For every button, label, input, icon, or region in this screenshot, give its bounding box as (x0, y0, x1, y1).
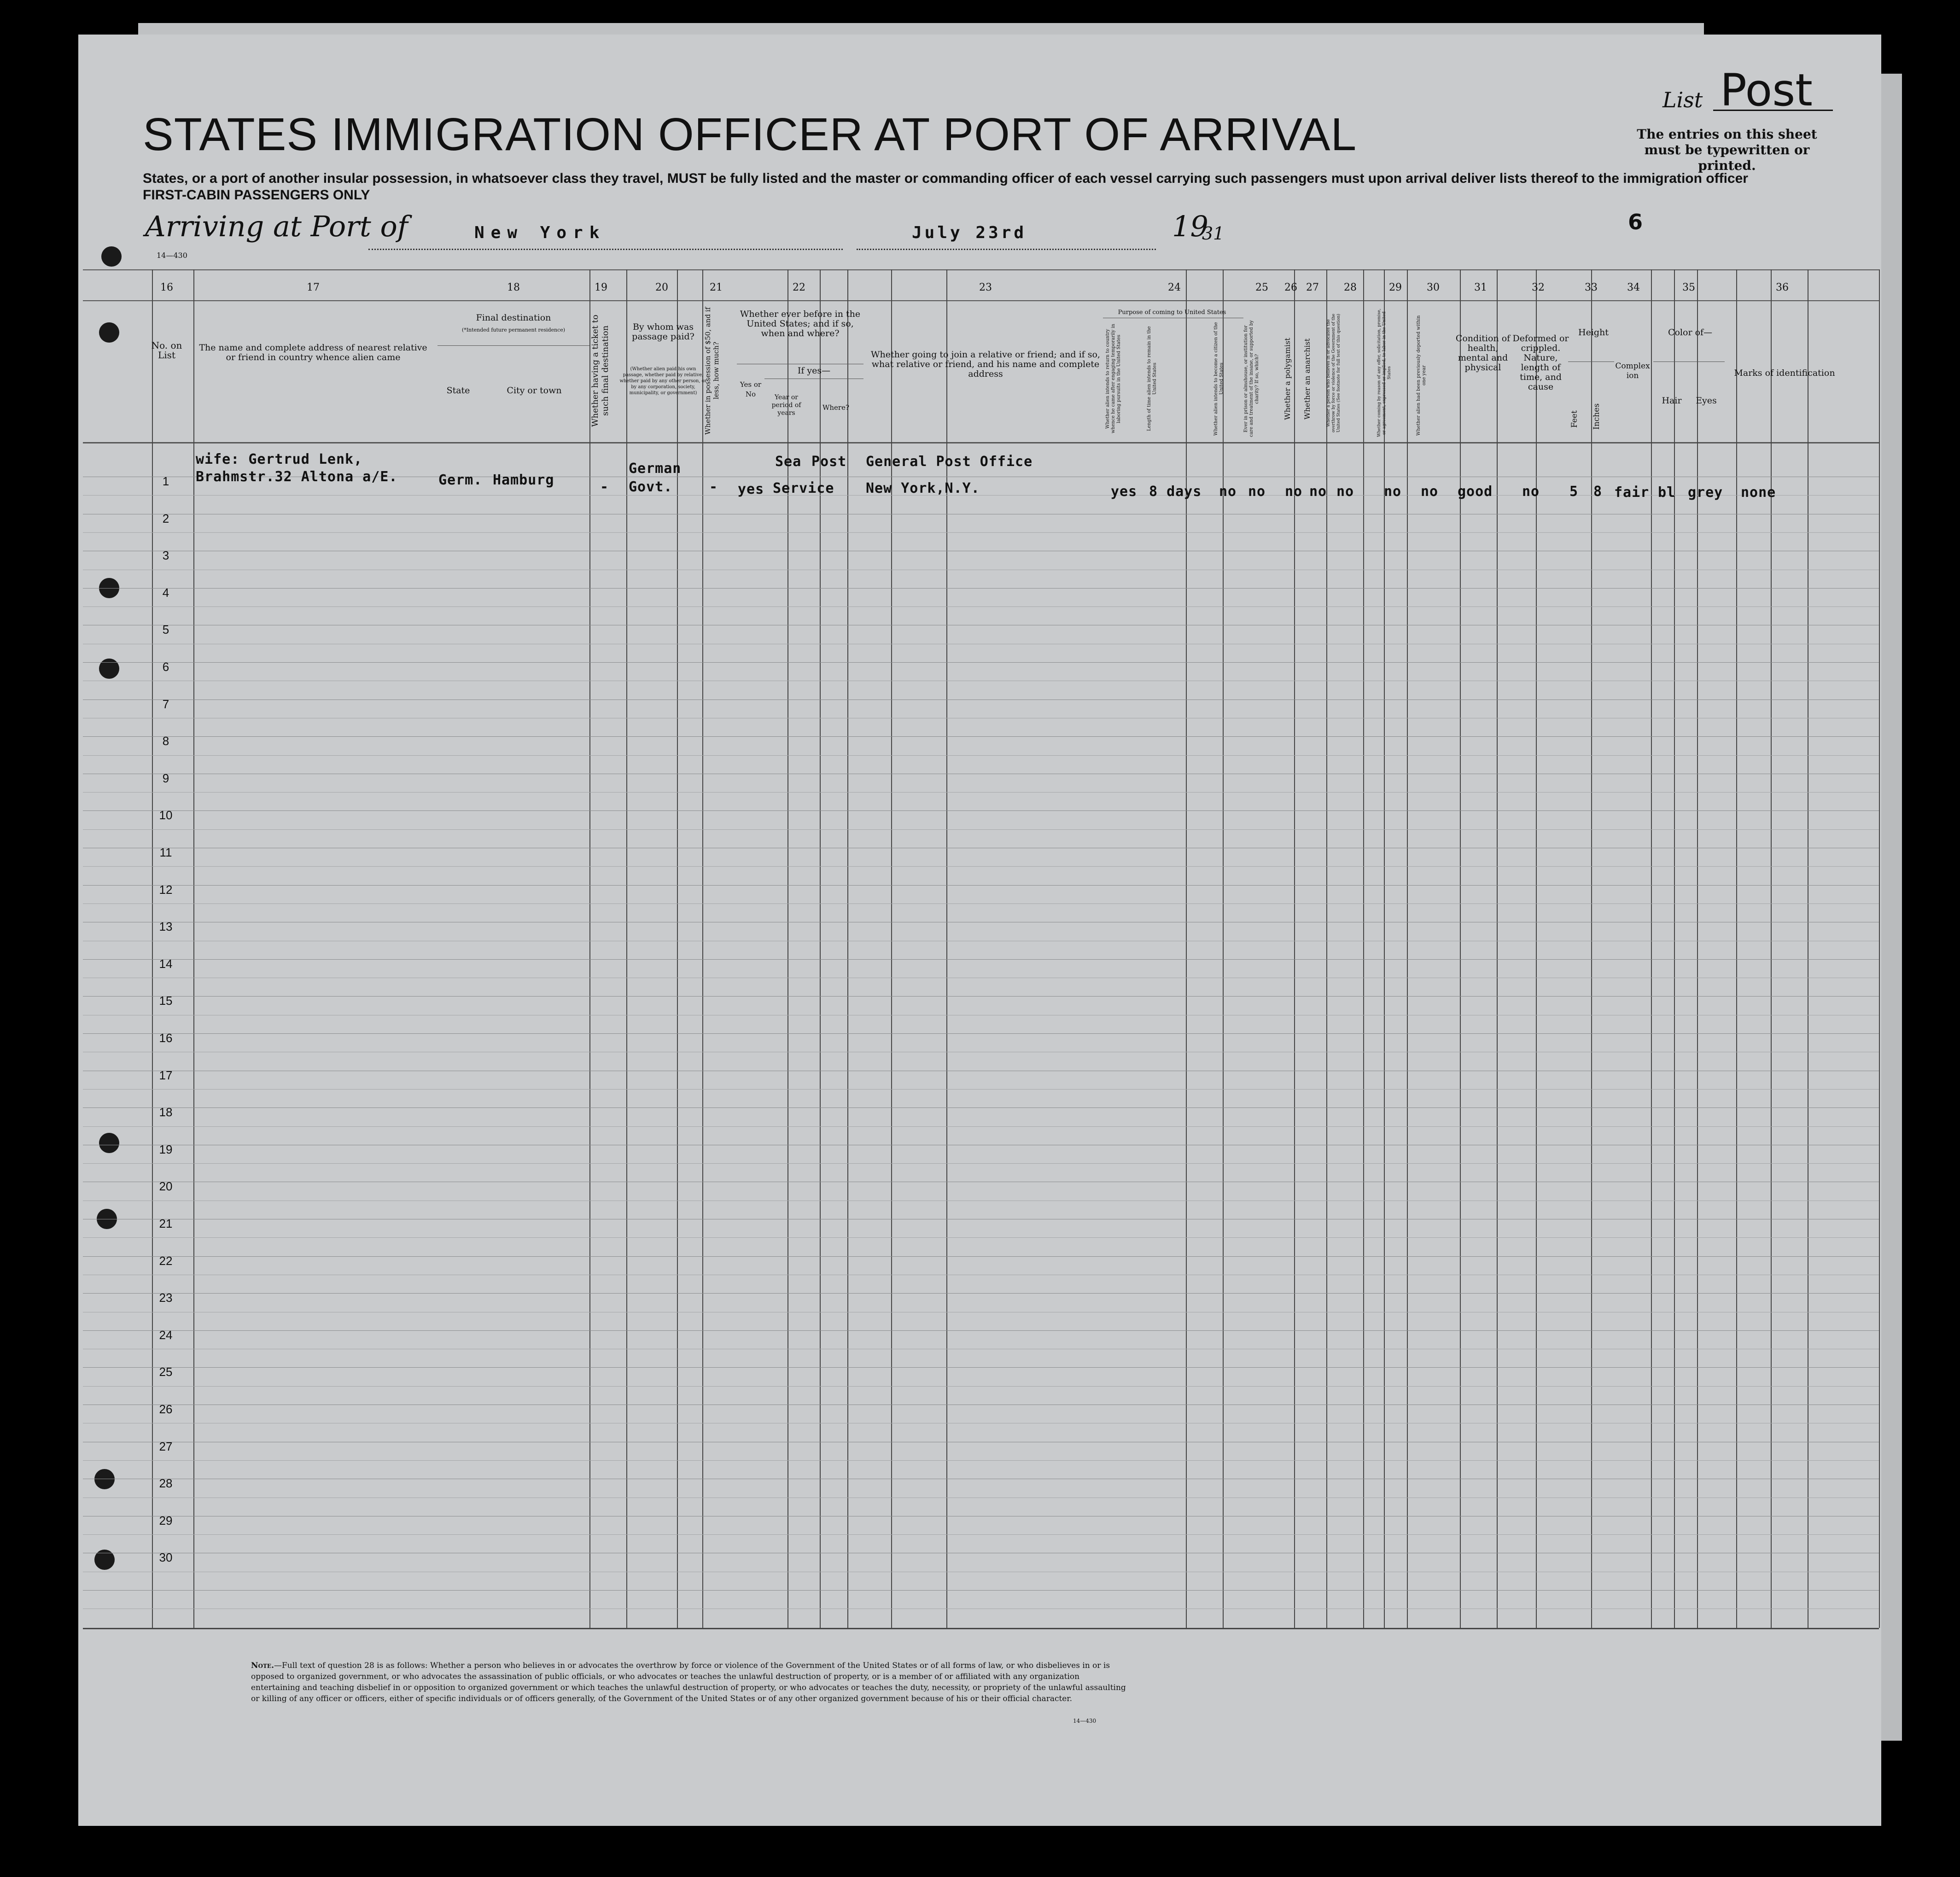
footnote-label: Note. (251, 1661, 274, 1670)
column-rule (1326, 269, 1327, 1628)
column-number: 25 (1255, 282, 1268, 293)
column-rule (1674, 269, 1675, 1628)
column-rule (702, 269, 703, 1628)
column-rule (589, 269, 590, 1628)
col31-header: Condition of health, mental and physical (1455, 333, 1511, 373)
row-rule (83, 736, 1879, 737)
complexion-value: fair (1614, 484, 1650, 501)
row-number: 14 (159, 956, 173, 971)
column-rule (847, 269, 848, 1628)
q29-value: no (1384, 484, 1402, 500)
col25-header: Ever in prison or almshouse, or institution for care and treatment of the insane, or supported by charity? If so, which? (1243, 320, 1260, 437)
column-rule (1736, 269, 1737, 1628)
col35-eyes: Eyes (1696, 396, 1717, 406)
col18-city: City or town (507, 385, 562, 396)
col24c-header: Whether alien intends to become a citizen of the United States (1213, 322, 1224, 436)
column-rule (1497, 269, 1498, 1628)
col26-header: Whether a polygamist (1283, 338, 1292, 420)
column-rule (1460, 269, 1461, 1628)
date-value: July 23rd (912, 223, 1027, 242)
row-number: 18 (159, 1105, 173, 1119)
footnote-form-number: 14—430 (1073, 1718, 1097, 1724)
column-number: 20 (655, 282, 668, 293)
row-subrule (83, 1386, 1879, 1387)
column-rule (891, 269, 892, 1628)
col36-header: Marks of identification (1734, 368, 1835, 378)
column-rule (193, 269, 194, 1628)
col18-subtitle: (*Intended future permanent residence) (461, 327, 566, 333)
row-subrule (83, 606, 1879, 607)
row-subrule (83, 1163, 1879, 1164)
col33-title: Height (1578, 327, 1609, 338)
punch-hole-icon (101, 246, 122, 267)
row-number: 22 (159, 1253, 173, 1268)
column-number: 32 (1532, 282, 1545, 293)
row-rule (83, 996, 1879, 997)
q28-value: no (1336, 484, 1354, 500)
row-rule (83, 959, 1879, 960)
row-number: 29 (159, 1513, 173, 1527)
join-line1: General Post Office (866, 454, 1033, 470)
row-number: 27 (159, 1439, 173, 1453)
row-subrule (83, 1460, 1879, 1461)
column-rule (626, 269, 627, 1628)
date-dotted-line (857, 249, 1156, 250)
length-of-stay: 8 days (1149, 484, 1202, 500)
row-number: 6 (162, 660, 169, 674)
col18-title: Final destination (476, 313, 551, 323)
column-rule (1384, 269, 1385, 1628)
column-number: 30 (1427, 282, 1440, 293)
row-subrule (83, 792, 1879, 793)
row-rule (83, 1367, 1879, 1368)
column-number: 34 (1627, 282, 1640, 293)
column-rule (946, 269, 947, 1628)
column-number: 21 (710, 282, 723, 293)
row-number: 15 (159, 994, 173, 1008)
hair-value: bl (1658, 484, 1676, 501)
row-number: 10 (159, 808, 173, 822)
row-number: 26 (159, 1402, 173, 1416)
row-rule (83, 810, 1879, 811)
row-number: 11 (159, 845, 172, 859)
destination-city: Hamburg (493, 472, 554, 488)
row-subrule (83, 866, 1879, 867)
before-year-line1: Sea (775, 454, 802, 470)
col24a-header: Whether alien intends to return to country whence he came after engaging temporarily in laboring pursuits in the United States (1105, 324, 1121, 434)
first-cabin-label: FIRST-CABIN PASSENGERS ONLY (143, 187, 370, 203)
year-prefix: 19 (1172, 210, 1208, 243)
grid-bottom-rule (83, 1628, 1879, 1629)
port-dotted-line (368, 249, 843, 250)
col27-header: Whether an anarchist (1303, 338, 1312, 420)
row-rule (83, 1033, 1879, 1034)
col33-inches: Inches (1592, 403, 1601, 430)
column-number: 28 (1344, 282, 1357, 293)
column-number: 29 (1389, 282, 1402, 293)
column-number: 26 (1284, 282, 1297, 293)
form-number: 14—430 (157, 251, 187, 260)
year-suffix: 31 (1202, 223, 1225, 244)
column-number: 36 (1776, 282, 1789, 293)
paid-by-line1: German (629, 461, 682, 477)
height-inches: 8 (1593, 484, 1603, 500)
destination-state: Germ. (438, 472, 483, 488)
citizen-value: no (1219, 484, 1237, 500)
column-rule (820, 269, 821, 1628)
col32-header: Deformed or crippled. Nature, length of time, and cause (1512, 333, 1569, 392)
row-subrule (83, 755, 1879, 756)
col35-title: Color of— (1668, 327, 1713, 338)
list-label: List (1662, 87, 1703, 112)
column-rule (1536, 269, 1537, 1628)
anarchist-value: no (1309, 484, 1327, 500)
column-rule (1651, 269, 1652, 1628)
row-subrule (83, 1237, 1879, 1238)
column-number: 27 (1306, 282, 1319, 293)
return-intent: yes (1111, 484, 1138, 500)
column-number: 17 (307, 282, 320, 293)
relative-line2: Brahmstr.32 Altona a/E. (196, 469, 398, 485)
row-rule (83, 1330, 1879, 1331)
row-number: 17 (159, 1068, 173, 1082)
col22-where: Where? (822, 403, 850, 412)
row-number: 28 (159, 1476, 173, 1491)
row-subrule (83, 1534, 1879, 1535)
row-subrule (83, 1089, 1879, 1090)
row-number: 13 (159, 920, 173, 934)
row-rule (83, 1256, 1879, 1257)
col33-feet: Feet (1570, 410, 1579, 428)
join-line2: New York,N.Y. (866, 480, 980, 496)
col34-header: Complexion (1615, 361, 1650, 380)
eyes-value: grey (1688, 484, 1723, 501)
col35-hair: Hair (1662, 396, 1682, 406)
relative-line1: wife: Gertrud Lenk, (196, 451, 363, 467)
subheader-rule (1568, 361, 1614, 362)
col28-header: Whether a person who believes in or advocates the overthrow by force or violence of the Government of the United States (See footnote for full text of this question) (1326, 314, 1341, 432)
column-number: 19 (595, 282, 607, 293)
money-value: - (709, 479, 718, 495)
form-instructions (143, 170, 1748, 204)
column-number: 24 (1168, 282, 1181, 293)
column-rule (152, 269, 153, 1628)
marks-value: none (1741, 484, 1776, 501)
col20-subtitle: (Whether alien paid his own passage, whether paid by relative, whether paid by any other person, or by any corporation, society, municipality, or government) (619, 367, 707, 396)
row-subrule (83, 1126, 1879, 1127)
row-rule (83, 588, 1879, 589)
row-number: 30 (159, 1551, 173, 1565)
row-number: 8 (162, 734, 169, 748)
column-number: 23 (979, 282, 992, 293)
row-number: 12 (159, 882, 173, 897)
before-where: Post (811, 454, 847, 470)
row-number: 2 (162, 511, 169, 525)
col21-header: Whether in possession of $50, and if less, how much? (704, 307, 720, 435)
typewritten-note: The entries on this sheet must be typewritten or printed. (1637, 127, 1817, 173)
before-yes-no: yes (738, 481, 764, 497)
col24-title: Purpose of coming to United States (1118, 309, 1226, 316)
col19-header: Whether having a ticket to such final destination (590, 315, 610, 427)
ticket-value: - (600, 479, 609, 495)
footnote-text: —Full text of question 28 is as follows: Whether a person who believes in or advocates the overthrow by force or violence of the Government of the United States or of all forms of law, or who disbelieves in or is opposed to organized government, or who advocates the assassination of public officials, or who advocates or teaches the unlawful destruction of property, or is a member of or affiliated with any organization entertaining and teaching disbelief in or opposition to organized government or which teaches the unlawful destruction of property, or who advocates or teaches the duty, necessity, or propriety of the unlawful assaulting or killing of any officer or officers, either of specific individuals or of officers generally, of the Government of the United States or of any other organized government because of his or their official character. (251, 1661, 1126, 1703)
column-rule (1879, 269, 1880, 1628)
row-number: 25 (159, 1365, 173, 1379)
row-number: 3 (162, 548, 169, 563)
column-number: 31 (1474, 282, 1487, 293)
row-number: 7 (162, 697, 169, 711)
row-number: 19 (159, 1142, 173, 1156)
row-number: 4 (162, 585, 169, 600)
col23-header: Whether going to join a relative or friend; and if so, what relative or friend, and his name and complete address (871, 350, 1100, 379)
col22-year: Year or period of years (771, 394, 801, 417)
col30-header: Whether alien had been previously deported within one year (1416, 315, 1427, 436)
column-rule (1407, 269, 1408, 1628)
list-value: Post (1720, 64, 1813, 116)
deformed-value: no (1522, 484, 1540, 500)
deported-value: no (1421, 484, 1439, 500)
column-rule (1223, 269, 1224, 1628)
column-number: 16 (160, 282, 173, 293)
row-subrule (83, 532, 1879, 533)
form-title: STATES IMMIGRATION OFFICER AT PORT OF ARRIVAL (143, 109, 1357, 160)
instructions-line: States, or a port of another insular possession, in whatsoever class they travel, MUST be fully listed and the master or commanding officer of each vessel carrying such passengers must upon arrival deliver lists thereof to the immigration officer (143, 171, 1748, 186)
row-subrule (83, 829, 1879, 830)
col18-state: State (446, 385, 470, 396)
column-number: 18 (507, 282, 520, 293)
row-number: 20 (159, 1179, 173, 1194)
col22-ifyes: If yes— (797, 366, 831, 376)
sheet-number: 6 (1628, 210, 1643, 234)
column-number: 33 (1585, 282, 1598, 293)
health-value: good (1458, 484, 1493, 500)
col22-yesno: Yes or No (740, 380, 762, 398)
polygamist-value: no (1285, 484, 1303, 500)
col22-title: Whether ever before in the United States; and if so, when and where? (740, 309, 861, 338)
row-number: 24 (159, 1328, 173, 1342)
footnote (251, 1660, 1126, 1704)
arriving-label: Arriving at Port of (145, 210, 408, 243)
column-rule (1186, 269, 1187, 1628)
row-rule (83, 662, 1879, 663)
row-rule (83, 1590, 1879, 1591)
col20-title: By whom was passage paid? (632, 322, 694, 342)
paid-by-line2: Govt. (629, 479, 673, 495)
column-number: 22 (793, 282, 805, 293)
subheader-rule (1653, 361, 1725, 362)
before-year-line2: Service (773, 480, 834, 496)
row-number: 23 (159, 1291, 173, 1305)
row-number: 16 (159, 1031, 173, 1045)
col24b-header: Length of time alien intends to remain in the United States (1147, 326, 1157, 431)
row-rule (83, 885, 1879, 886)
column-rule (1591, 269, 1592, 1628)
subheader-rule (438, 345, 589, 346)
row-number: 1 (162, 474, 169, 488)
column-rule (1294, 269, 1295, 1628)
port-value: New York (474, 223, 606, 242)
column-rule (1771, 269, 1772, 1628)
row-rule (83, 1293, 1879, 1294)
column-rule (1697, 269, 1698, 1628)
column-rule (1363, 269, 1364, 1628)
col16-header: No. on List (151, 340, 182, 361)
column-number: 35 (1682, 282, 1695, 293)
row-number: 21 (159, 1217, 173, 1230)
prison-value: no (1248, 484, 1266, 500)
row-number: 9 (162, 771, 169, 785)
height-feet: 5 (1569, 484, 1579, 500)
row-number: 5 (162, 623, 169, 637)
col29-header: Whether coming by reason of any offer, solicitation, promise, or agreement, expressed or implied, to labor in the United States (1377, 309, 1392, 437)
col17-header: The name and complete address of nearest relative or friend in country whence alien came (199, 343, 427, 362)
